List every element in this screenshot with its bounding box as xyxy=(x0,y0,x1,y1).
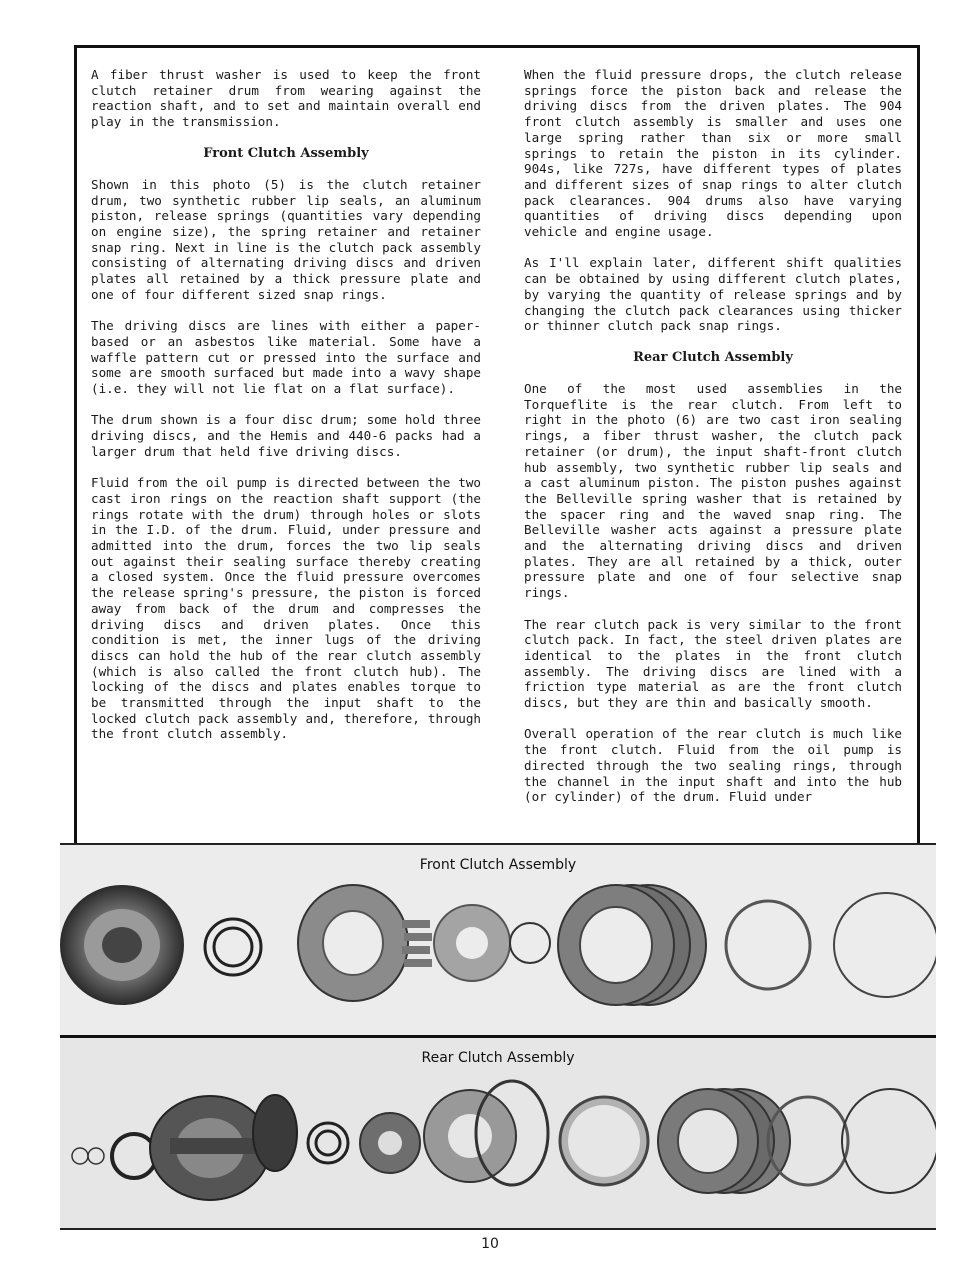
paragraph: The drum shown is a four disc drum; some hold three driving discs, and the Hemis and 440-6 packs had a larger drum that held five driving discs. xyxy=(91,412,481,459)
rear-photo-title: Rear Clutch Assembly xyxy=(421,1050,575,1066)
left-column xyxy=(91,67,481,758)
section-heading-rear-clutch: Rear Clutch Assembly xyxy=(633,349,793,365)
rear-clutch-photo xyxy=(60,1035,936,1230)
paragraph: As I'll explain later, different shift qualities can be obtained by using different clutch plates, by varying the quantity of release springs and by changing the clutch pack clearances using thicker or thinner clutch pack snap rings. xyxy=(524,255,902,334)
paragraph: Overall operation of the rear clutch is much like the front clutch. Fluid from the oil pump is directed through the two sealing rings, through the channel in the input shaft and into the hub (or cylinder) of the drum. Fluid under xyxy=(524,726,902,805)
front-clutch-parts-illustration xyxy=(60,845,936,1037)
paragraph: One of the most used assemblies in the Torqueflite is the rear clutch. From left to right in the photo (6) are two cast iron sealing rings, a fiber thrust washer, the clutch pack retainer (or drum), the input shaft-front clutch hub assembly, two synthetic rubber lip seals and a cast aluminum piston. The piston pushes against the Belleville spring washer that is retained by the spacer ring and the waved snap ring. The Belleville washer acts against a pressure plate and the alternating driving discs and driven plates. They are all retained by a thick, outer pressure plate and one of four selective snap rings. xyxy=(524,381,902,601)
paragraph: Shown in this photo (5) is the clutch retainer drum, two synthetic rubber lip seals, an aluminum piston, release springs (quantities vary depending on engine size), the spring retainer and retainer snap ring. Next in line is the clutch pack assembly consisting of alternating driving discs and driven plates all retained by a thick pressure plate and one of four different sized snap rings. xyxy=(91,176,481,302)
front-clutch-photo xyxy=(60,843,936,1039)
paragraph: Fluid from the oil pump is directed between the two cast iron rings on the reaction shaft support (the rings rotate with the drum) through holes or slots in the I.D. of the drum. Fluid, under pressure and admitted into the drum, forces the two lip seals out against their sealing surface thereby creating a closed system. Once the fluid pressure overcomes the release spring's pressure, the piston is forced away from back of the drum and compresses the driving discs and driven plates. Once this condition is met, the inner lugs of the driving discs can hold the hub of the rear clutch assembly (which is also called the front clutch hub). The locking of the discs and plates enables torque to be transmitted through the input shaft to the locked clutch pack assembly and, therefore, through the front clutch assembly. xyxy=(91,475,481,742)
section-heading-front-clutch: Front Clutch Assembly xyxy=(203,145,369,161)
paragraph: A fiber thrust washer is used to keep the front clutch retainer drum from wearing against the reaction shaft, and to set and maintain overall end play in the transmission. xyxy=(91,67,481,130)
right-column xyxy=(524,67,902,821)
page-number: 10 xyxy=(481,1236,499,1252)
paragraph: When the fluid pressure drops, the clutch release springs force the piston back and release the driving discs from the driven plates. The 904 front clutch assembly is smaller and uses one large spring rather than six or more small springs to retain the piston in its cylinder. 904s, like 727s, have different types of plates and different sizes of snap rings to alter clutch pack clearances. 904 drums also have varying quantities of driving discs depending upon vehicle and engine usage. xyxy=(524,67,902,240)
front-photo-title: Front Clutch Assembly xyxy=(419,857,577,873)
paragraph: The rear clutch pack is very similar to the front clutch pack. In fact, the steel driven plates are identical to the plates in the front clutch assembly. The driving discs are lined with a friction type material as are the front clutch discs, but they are thin and basically smooth. xyxy=(524,616,902,711)
paragraph: The driving discs are lines with either a paper-based or an asbestos like material. Some have a waffle pattern cut or pressed into the surface and some are smooth surfaced but made into a wavy shape (i.e. they will not lie flat on a flat surface). xyxy=(91,318,481,397)
rear-clutch-parts-illustration xyxy=(60,1038,936,1228)
